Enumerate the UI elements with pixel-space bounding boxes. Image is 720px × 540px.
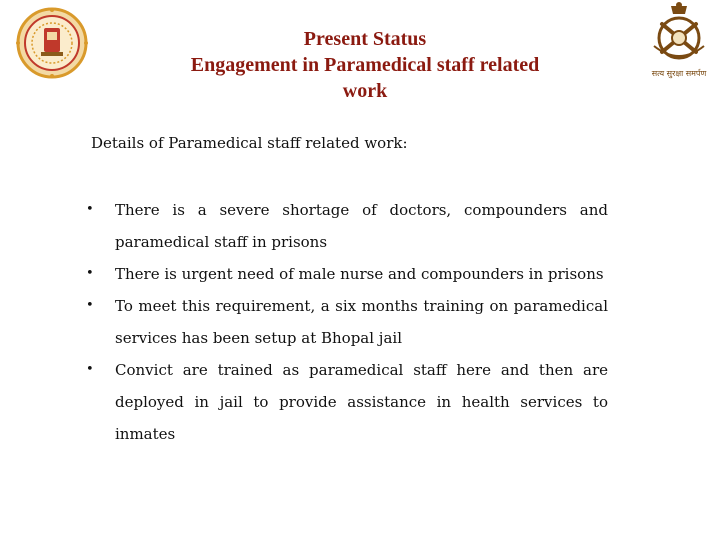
title-line-2: Engagement in Paramedical staff related xyxy=(190,54,540,76)
bullet-icon: • xyxy=(86,266,94,281)
bullet-text: To meet this requirement, a six months training on paramedical services has been setup at Bhopal jail xyxy=(115,297,608,347)
title-line-3: work xyxy=(342,80,388,102)
police-emblem-logo xyxy=(638,0,720,86)
list-item xyxy=(86,290,608,354)
bullet-icon: • xyxy=(86,298,94,313)
bullet-text: There is a severe shortage of doctors, compounders and paramedical staff in prisons xyxy=(115,201,608,251)
list-item xyxy=(86,354,608,450)
state-emblem-logo xyxy=(8,6,96,80)
slide-title xyxy=(140,26,590,104)
bullet-text: There is urgent need of male nurse and compounders in prisons xyxy=(115,265,604,283)
police-emblem-motto: सत्य सुरक्षा समर्पण xyxy=(651,69,707,78)
bullet-icon: • xyxy=(86,362,94,377)
bullet-list xyxy=(86,194,608,450)
list-item xyxy=(86,258,608,290)
intro-text: Details of Paramedical staff related work: xyxy=(91,134,408,152)
bullet-text: Convict are trained as paramedical staff here and then are deployed in jail to provide assistance in health services to inmates xyxy=(115,361,608,443)
bullet-icon: • xyxy=(86,202,94,217)
title-line-1: Present Status xyxy=(303,28,427,50)
list-item xyxy=(86,194,608,258)
